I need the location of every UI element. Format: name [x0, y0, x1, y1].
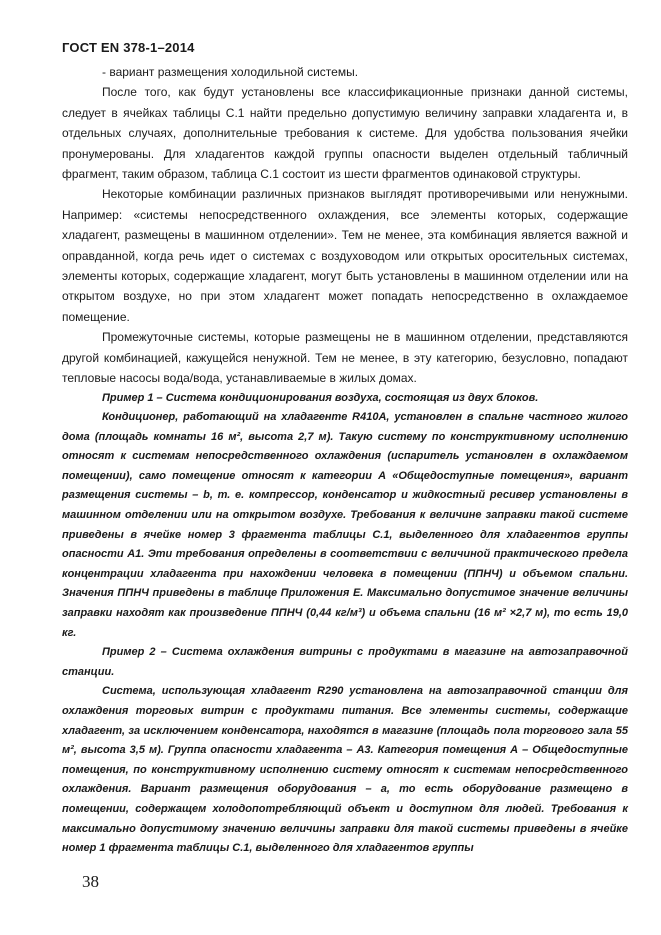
paragraph: Некоторые комбинации различных признаков выглядят противоречивыми или ненужными. Например: «системы непосредственного охлаждения, все элементы которых, содержащие хладагент, размещены в машинном отделении». Тем не менее, эта комбинация является важной и оправданной, когда речь идет о системах с воздуховодом или открытых оросительных системах, элементы которых, содержащие хладагент, могут быть установлены в машинном отделении или на открытом воздухе, но при этом хладагент может попадать непосредственно в охлаждаемое помещение. [62, 187, 628, 324]
standard-header: ГОСТ EN 378-1–2014 [62, 40, 195, 55]
paragraph: После того, как будут установлены все классификационные признаки данной системы, следует в ячейках таблицы С.1 найти предельно допустимую величину заправки хладагента и, в отдельных случаях, дополнительные требования к системе. Для удобства пользования ячейки пронумерованы. Для хладагентов каждой группы опасности выделен отдельный табличный фрагмент, таким образом, таблица С.1 состоит из шести фрагментов одинаковой структуры. [62, 85, 628, 182]
paragraph: Промежуточные системы, которые размещены не в машинном отделении, представляются другой комбинацией, кажущейся ненужной. Тем не менее, в эту категорию, безусловно, попадают тепловые насосы вода/вода, устанавливаемые в жилых домах. [62, 330, 628, 386]
page-number: 38 [82, 872, 99, 891]
body-text [62, 62, 628, 859]
example-2-text: Система, использующая хладагент R290 установлена на автозаправочной станции для охлаждения торговых витрин с продуктами питания. Все элементы системы, содержащие хладагент, за исключением конденсатора, находятся в магазине (площадь пола торгового зала 55 м², высота 3,5 м). Группа опасности хладагента – А3. Категория помещения А – Общедоступные помещения, по конструктивному исполнению систему относят к системам непосредственного охлаждения. Вариант размещения оборудования – a, то есть оборудование размещено в помещении, содержащем холодопотребляющий объект и доступном для людей. Требования к максимально допустимому значению величины заправки для такой системы приведены в ячейке номер 1 фрагмента таблицы С.1, выделенного для хладагентов группы [62, 685, 628, 855]
example-2-title: Пример 2 – Система охлаждения витрины с продуктами в магазине на автозаправочной станции. [62, 646, 628, 678]
example-1-title: Пример 1 – Система кондиционирования воздуха, состоящая из двух блоков. [102, 391, 539, 404]
example-1-text: Кондиционер, работающий на хладагенте R410A, установлен в спальне частного жилого дома (площадь комнаты 16 м², высота 2,7 м). Такую систему по конструктивному исполнению относят к системам непосредственного охлаждения (испаритель установлен в охлаждаемом помещении), само помещение относят к категории А «Общедоступные помещения», вариант размещения системы – b, т. е. компрессор, конденсатор и жидкостный ресивер установлены в машинном отделении или на открытом воздухе. Требования к величине заправки такой системе приведены в ячейке номер 3 фрагмента таблицы С.1, выделенного для хладагентов группы опасности А1. Эти требования определены в соответствии с величиной практического предела концентрации хладагента при нахождении человека в помещении (ППНЧ) и объемом спальни. Значения ППНЧ приведены в таблице Приложения Е. Максимально допустимое значение величины заправки находят как произведение ППНЧ (0,44 кг/м³) и объема спальни (16 м² ×2,7 м), то есть 19,0 кг. [62, 411, 628, 639]
paragraph-list-item: - вариант размещения холодильной системы. [102, 65, 359, 79]
